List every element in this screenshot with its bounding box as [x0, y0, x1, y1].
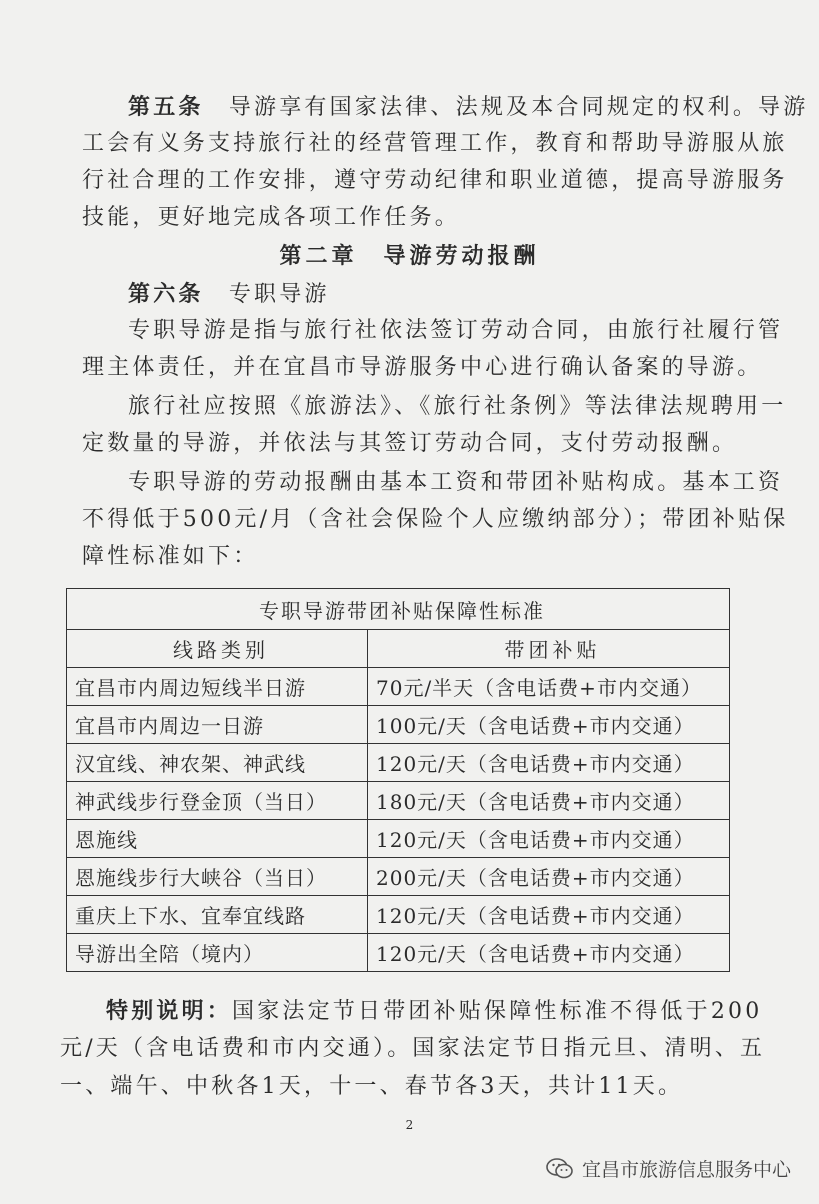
- subsidy-cell: 120元/天（含电话费+市内交通）: [368, 934, 730, 972]
- article-6-p3-line-2: 不得低于500元/月（含社会保险个人应缴纳部分）；带团补贴保: [82, 507, 789, 532]
- subsidy-cell: 180元/天（含电话费+市内交通）: [368, 782, 730, 820]
- article-5-line-3: 行社合理的工作安排，遵守劳动纪律和职业道德，提高导游服务: [82, 168, 788, 193]
- route-cell: 宜昌市内周边短线半日游: [67, 668, 368, 706]
- subsidy-cell: 120元/天（含电话费+市内交通）: [368, 744, 730, 782]
- subsidy-cell: 200元/天（含电话费+市内交通）: [368, 858, 730, 896]
- note-line-2: 元/天（含电话费和市内交通）。国家法定节日指元旦、清明、五: [60, 1036, 766, 1061]
- article-6-p1-line-1: 专职导游是指与旅行社依法签订劳动合同，由旅行社履行管: [128, 318, 784, 343]
- subsidy-cell: 120元/天（含电话费+市内交通）: [368, 820, 730, 858]
- table-row: [67, 668, 730, 706]
- article-6-p3-line-1: 专职导游的劳动报酬由基本工资和带团补贴构成。基本工资: [128, 470, 784, 495]
- table-row: [67, 706, 730, 744]
- table-caption: 专职导游带团补贴保障性标准: [67, 589, 730, 630]
- footer-account-name: 宜昌市旅游信息服务中心: [581, 1159, 791, 1181]
- route-cell: 宜昌市内周边一日游: [67, 706, 368, 744]
- note-text: 国家法定节日带团补贴保障性标准不得低于200: [232, 999, 763, 1024]
- article-6-title: [128, 279, 330, 310]
- article-6-p2-line-2: 定数量的导游，并依法与其签订劳动合同，支付劳动报酬。: [82, 431, 738, 456]
- article-6-p3-line-3: 障性标准如下：: [82, 544, 259, 569]
- chapter-heading: 第二章 导游劳动报酬: [279, 243, 540, 269]
- header-route-type: 线路类别: [67, 630, 368, 668]
- table-row: [67, 820, 730, 858]
- article-6-subject: 专职导游: [228, 282, 330, 307]
- article-5-line-4: 技能，更好地完成各项工作任务。: [82, 205, 461, 230]
- subsidy-table: [66, 588, 730, 972]
- article-6-p2-line-1: 旅行社应按照《旅游法》、《旅行社条例》等法律法规聘用一: [128, 394, 787, 419]
- article-6-heading: 第六条: [128, 281, 204, 307]
- note-line-1: [106, 996, 762, 1027]
- article-6-p1-line-2: 理主体责任，并在宜昌市导游服务中心进行确认备案的导游。: [82, 355, 763, 380]
- note-line-3: 一、端午、中秋各1天，十一、春节各3天，共计11天。: [60, 1074, 684, 1099]
- article-5-line-2: 工会有义务支持旅行社的经营管理工作，教育和帮助导游服从旅: [82, 131, 788, 156]
- wechat-icon: [546, 1158, 574, 1180]
- table-header-row: [67, 630, 730, 668]
- article-5-line-1: [128, 92, 808, 123]
- route-cell: 汉宜线、神农架、神武线: [67, 744, 368, 782]
- subsidy-cell: 70元/半天（含电话费+市内交通）: [368, 668, 730, 706]
- table-row: [67, 896, 730, 934]
- table-caption-row: [67, 589, 730, 630]
- header-subsidy: 带团补贴: [368, 630, 730, 668]
- table-row: [67, 934, 730, 972]
- table-row: [67, 782, 730, 820]
- table-row: [67, 744, 730, 782]
- table-row: [67, 858, 730, 896]
- page-number: 2: [405, 1118, 414, 1132]
- route-cell: 重庆上下水、宜奉宜线路: [67, 896, 368, 934]
- route-cell: 恩施线: [67, 820, 368, 858]
- note-heading: 特别说明：: [106, 998, 233, 1024]
- route-cell: 神武线步行登金顶（当日）: [67, 782, 368, 820]
- subsidy-cell: 120元/天（含电话费+市内交通）: [368, 896, 730, 934]
- subsidy-cell: 100元/天（含电话费+市内交通）: [368, 706, 730, 744]
- article-5-text: 导游享有国家法律、法规及本合同规定的权利。导游: [228, 95, 809, 120]
- footer-watermark: [546, 1155, 791, 1182]
- route-cell: 恩施线步行大峡谷（当日）: [67, 858, 368, 896]
- article-5-heading: 第五条: [128, 94, 204, 120]
- route-cell: 导游出全陪（境内）: [67, 934, 368, 972]
